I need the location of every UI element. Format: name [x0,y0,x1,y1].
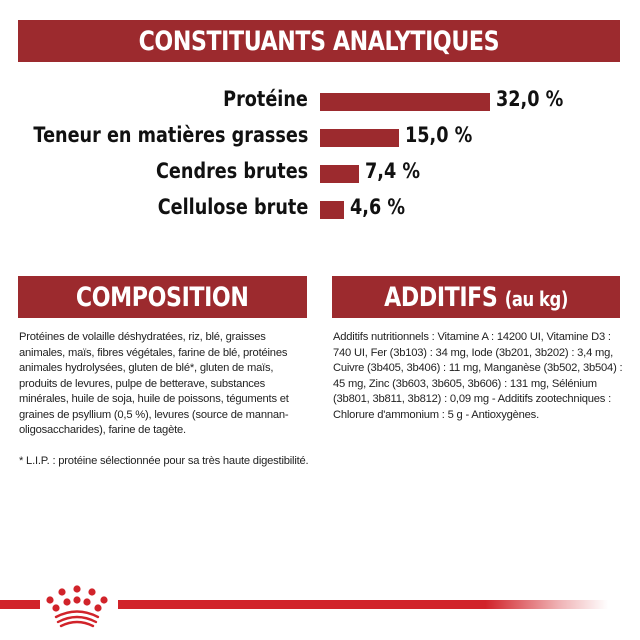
chart-label: Cendres brutes [155,159,308,183]
analytical-constituents-title: CONSTITUANTS ANALYTIQUES [138,25,500,57]
chart-value: 7,4 % [365,159,421,183]
additives-title: ADDITIFS [384,281,498,313]
composition-banner [18,276,307,318]
chart-row-fat [0,123,640,147]
chart-label: Cellulose brute [157,195,308,219]
additives-text: Additifs nutritionnels : Vitamine A : 14200 UI, Vitamine D3 : 740 UI, Fer (3b103) : 34 mg, Iode (3b201, 3b202) : 3,4 mg, Cuivre (3b405, 3b406) : 11 mg, Manganèse (3b502, 3b504) : 45 mg, Zinc (3b603, 3b605, 3b606) : 131 mg, Sélénium (3b801, 3b811, 3b812) : 0,09 mg - Additifs zootechniques : Chlorure d'ammonium : 5 g - Antioxygènes. [333,331,623,421]
chart-row-protein [0,87,640,111]
additives-title-wrap [384,282,568,313]
footer-line-right [118,600,608,609]
chart-row-fiber [0,195,640,219]
additives-subtitle: (au kg) [504,286,568,311]
chart-value: 32,0 % [496,87,564,111]
additives-banner [332,276,620,318]
chart-value: 4,6 % [350,195,406,219]
chart-bar [320,165,359,183]
chart-label: Protéine [223,87,308,111]
composition-note: * L.I.P. : protéine sélectionnée pour sa très haute digestibilité. [19,454,309,467]
chart-bar [320,201,344,219]
additives-section [333,330,628,423]
chart-row-ash [0,159,640,183]
chart-label: Teneur en matières grasses [33,123,308,147]
chart-bar [320,93,490,111]
composition-section [19,330,314,469]
analytical-constituents-banner [18,20,620,62]
royal-canin-crown-icon [42,584,112,628]
chart-bar [320,129,399,147]
composition-title: COMPOSITION [76,281,249,313]
chart-value: 15,0 % [405,123,473,147]
composition-text: Protéines de volaille déshydratées, riz, blé, graisses animales, maïs, fibres végétales, farine de blé, protéines animales hydrolysées, gluten de blé*, gluten de maïs, produits de levures, pulpe de betterave, substances minérales, huile de soja, huile de poissons, téguments et graines de psyllium (0,5 %), levures (source de mannan-oligosaccharides), farine de tagète. [19,331,289,436]
footer-line-left [0,600,40,609]
